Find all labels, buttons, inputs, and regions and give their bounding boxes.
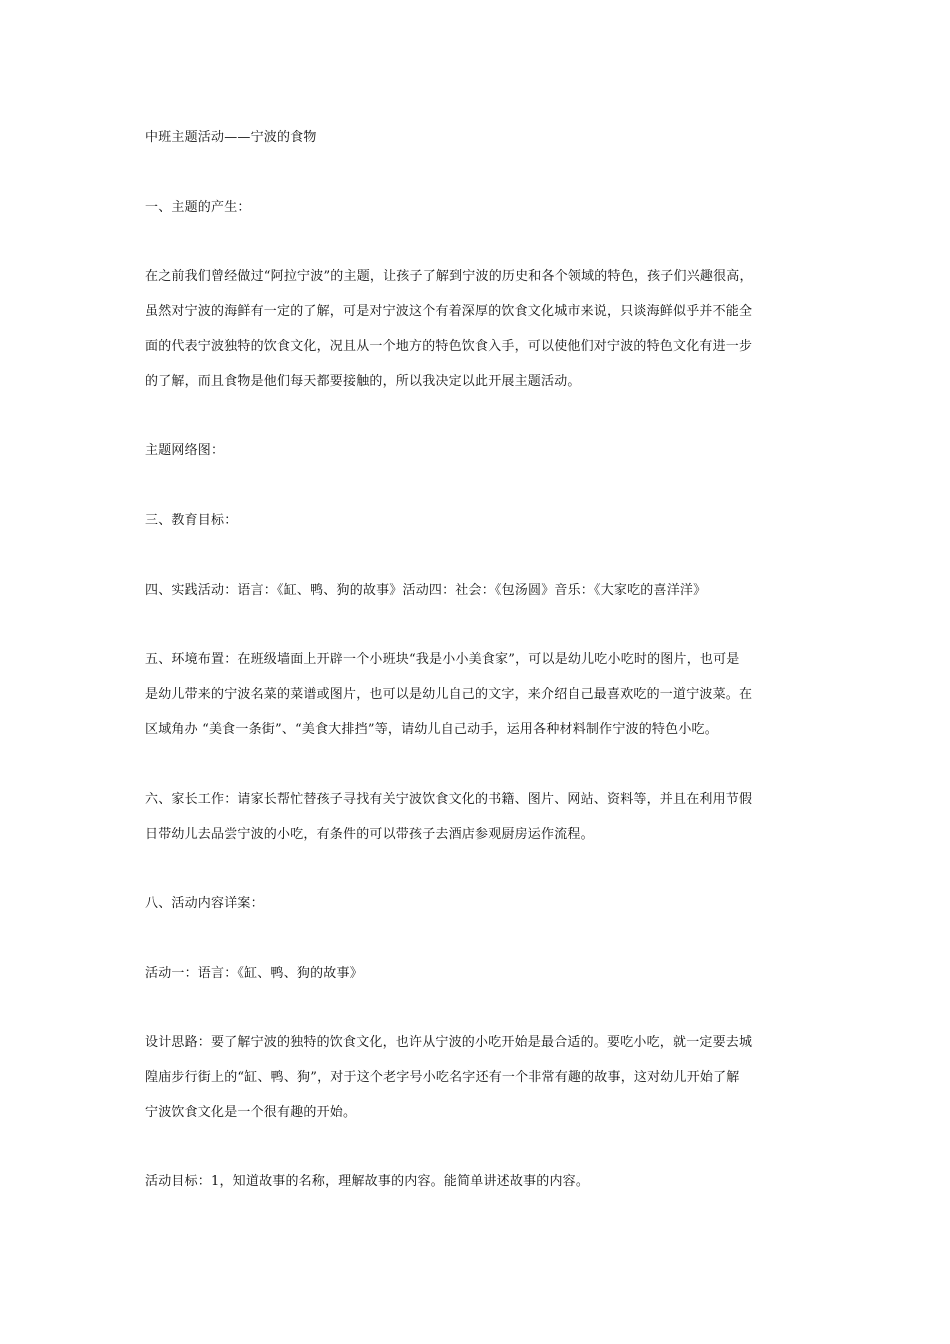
section-6-paragraph [145, 782, 810, 852]
section-1-paragraph [145, 259, 810, 399]
paragraph-line: 宁波饮食文化是一个很有趣的开始。 [145, 1105, 357, 1120]
activity-goal-line: 活动目标：1，知道故事的名称，理解故事的内容。能简单讲述故事的内容。 [145, 1174, 590, 1189]
paragraph-line: 日带幼儿去品尝宁波的小吃，有条件的可以带孩子去酒店参观厨房运作流程。 [145, 827, 594, 842]
network-heading: 主题网络图： [145, 443, 225, 458]
paragraph-line: 设计思路：要了解宁波的独特的饮食文化，也许从宁波的小吃开始是最合适的。要吃小吃，就一定要去城 [145, 1035, 753, 1050]
paragraph-line: 是幼儿带来的宁波名菜的菜谱或图片，也可以是幼儿自己的文字，来介绍自己最喜欢吃的一道宁波菜。在 [145, 687, 753, 702]
section-3-heading: 三、教育目标： [145, 513, 238, 528]
paragraph-line: 隍庙步行街上的“缸、鸭、狗”，对于这个老字号小吃名字还有一个非常有趣的故事，这对幼儿开始了解 [145, 1070, 740, 1085]
paragraph-line: 虽然对宁波的海鲜有一定的了解，可是对宁波这个有着深厚的饮食文化城市来说，只谈海鲜似乎并不能全 [145, 304, 753, 319]
paragraph-line: 的了解，而且食物是他们每天都要接触的，所以我决定以此开展主题活动。 [145, 374, 581, 389]
document-title: 中班主题活动——宁波的食物 [145, 130, 317, 145]
section-5-paragraph [145, 642, 810, 747]
paragraph-line: 在之前我们曾经做过“阿拉宁波”的主题，让孩子了解到宁波的历史和各个领域的特色，孩子们兴趣很高， [145, 269, 753, 284]
section-4-line: 四、实践活动：语言：《缸、鸭、狗的故事》活动四：社会：《包汤圆》音乐：《大家吃的喜洋洋》 [145, 583, 707, 598]
activity-1-heading: 活动一：语言：《缸、鸭、狗的故事》 [145, 966, 363, 981]
paragraph-line: 五、环境布置：在班级墙面上开辟一个小班块“我是小小美食家”，可以是幼儿吃小吃时的图片，也可是 [145, 652, 740, 667]
section-8-heading: 八、活动内容详案： [145, 896, 264, 911]
paragraph-line: 面的代表宁波独特的饮食文化，况且从一个地方的特色饮食入手，可以使他们对宁波的特色文化有进一步 [145, 339, 753, 354]
section-1-heading: 一、主题的产生： [145, 200, 251, 215]
design-paragraph [145, 1025, 810, 1130]
paragraph-line: 区域角办 “美食一条街”、“美食大排挡”等，请幼儿自己动手，运用各种材料制作宁波的特色小吃。 [145, 722, 718, 737]
paragraph-line: 六、家长工作：请家长帮忙替孩子寻找有关宁波饮食文化的书籍、图片、网站、资料等，并且在利用节假 [145, 792, 753, 807]
